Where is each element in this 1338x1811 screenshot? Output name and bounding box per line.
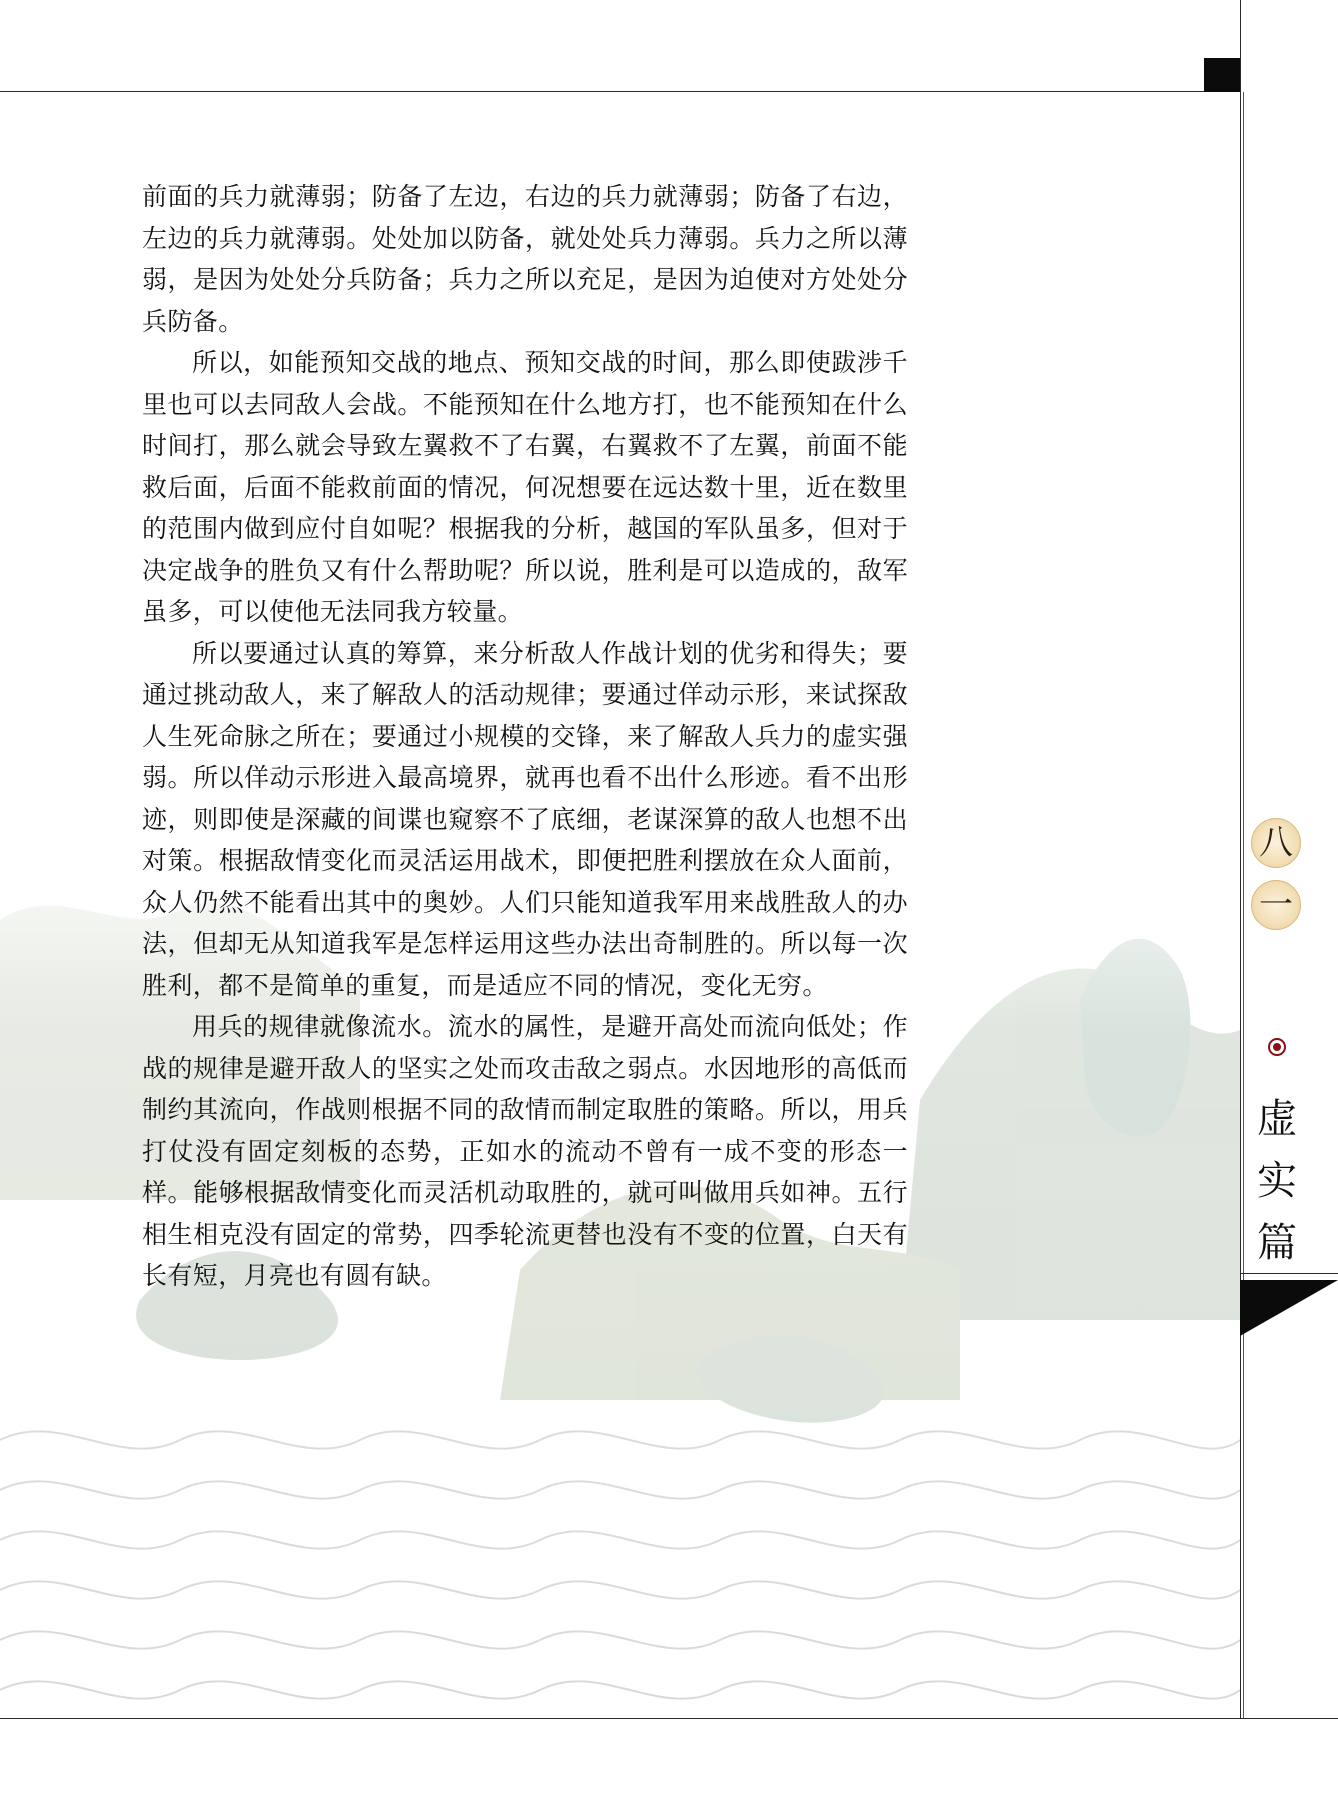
bottom-rule <box>0 1718 1338 1719</box>
tab-wedge-marker <box>1240 1280 1338 1336</box>
chapter-number-digit: 一 <box>1251 880 1301 930</box>
chapter-title-char: 虚 <box>1257 1096 1297 1142</box>
chapter-number-digit: 八 <box>1251 818 1301 868</box>
side-rule <box>1240 0 1241 1718</box>
body-text <box>142 176 908 1297</box>
tab-rule <box>1240 1273 1338 1274</box>
chapter-title-char: 篇 <box>1257 1220 1297 1266</box>
corner-block-marker <box>1204 58 1240 92</box>
chapter-title-char: 实 <box>1257 1158 1297 1204</box>
chapter-number <box>1248 818 1304 942</box>
paragraph-2: 所以，如能预知交战的地点、预知交战的时间，那么即使跋涉千里也可以去同敌人会战。不能预知在什么地方打，也不能预知在什么时间打，那么就会导致左翼救不了右翼，右翼救不了左翼，前面不能救后面，后面不能救前面的情况，何况想要在远达数十里，近在数里的范围内做到应付自如呢？根据我的分析，越国的军队虽多，但对于决定战争的胜负又有什么帮助呢？所以说，胜利是可以造成的，敌军虽多，可以使他无法同我方较量。 <box>142 348 908 626</box>
paragraph-4: 用兵的规律就像流水。流水的属性，是避开高处而流向低处；作战的规律是避开敌人的坚实之处而攻击敌之弱点。水因地形的高低而制约其流向，作战则根据不同的敌情而制定取胜的策略。所以，用兵打仗没有固定刻板的态势，正如水的流动不曾有一成不变的形态一样。能够根据敌情变化而灵活机动取胜的，就可叫做用兵如神。五行相生相克没有固定的常势，四季轮流更替也没有不变的位置，白天有长有短，月亮也有圆有缺。 <box>142 1012 908 1290</box>
chapter-title <box>1250 1088 1304 1274</box>
paragraph-3: 所以要通过认真的筹算，来分析敌人作战计划的优劣和得失；要通过挑动敌人，来了解敌人的活动规律；要通过佯动示形，来试探敌人生死命脉之所在；要通过小规模的交锋，来了解敌人兵力的虚实强弱。所以佯动示形进入最高境界，就再也看不出什么形迹。看不出形迹，则即使是深藏的间谍也窥察不了底细，老谋深算的敌人也想不出对策。根据敌情变化而灵活运用战术，即便把胜利摆放在众人面前，众人仍然不能看出其中的奥妙。人们只能知道我军用来战胜敌人的办法，但却无从知道我军是怎样运用这些办法出奇制胜的。所以每一次胜利，都不是简单的重复，而是适应不同的情况，变化无穷。 <box>142 638 908 1000</box>
top-rule <box>0 91 1240 92</box>
side-rule-inner <box>1243 92 1244 1718</box>
paragraph-1: 前面的兵力就薄弱；防备了左边，右边的兵力就薄弱；防备了右边，左边的兵力就薄弱。处处加以防备，就处处兵力薄弱。兵力之所以薄弱，是因为处处分兵防备；兵力之所以充足，是因为迫使对方处处分兵防备。 <box>142 182 908 336</box>
bullet-dot-icon <box>1268 1038 1286 1056</box>
